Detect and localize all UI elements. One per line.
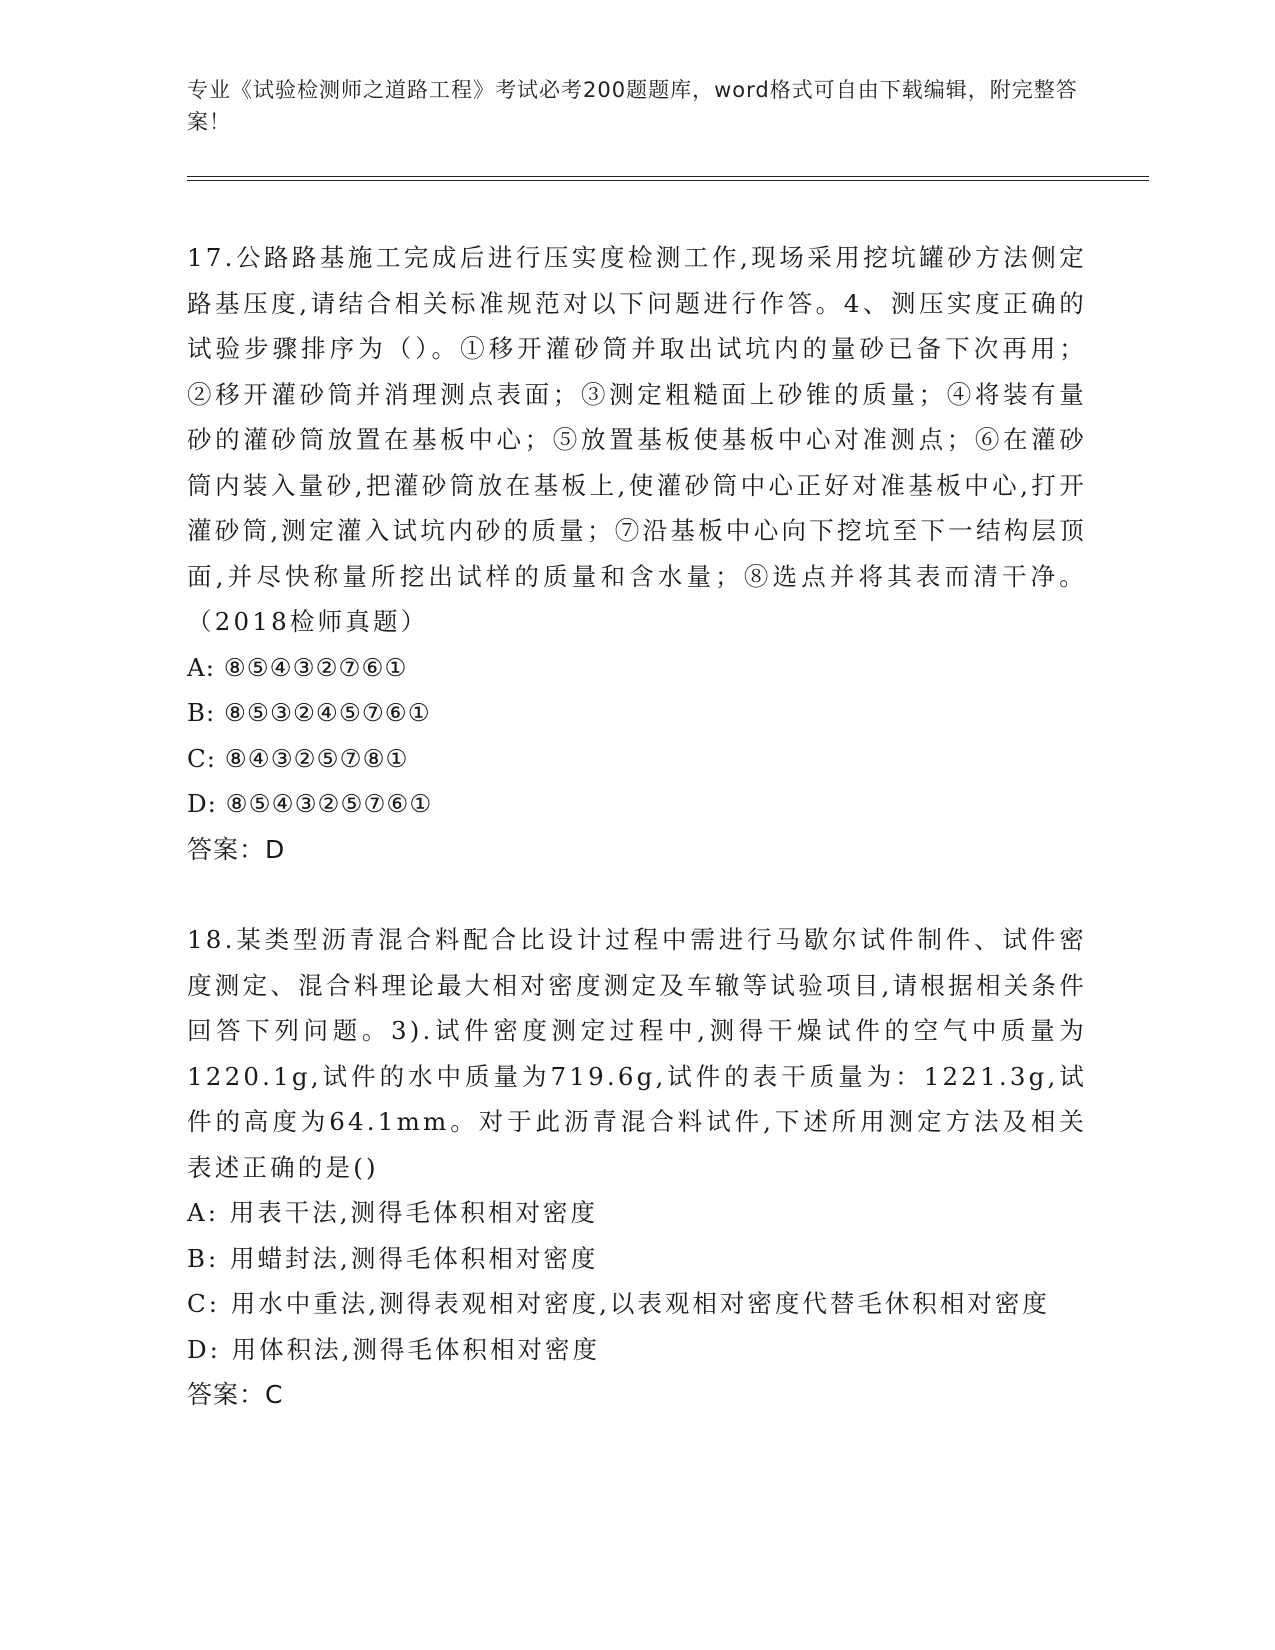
option-b: B: ⑧⑤③②④⑤⑦⑥①: [187, 698, 431, 727]
question-stem: 17.公路路基施工完成后进行压实度检测工作,现场采用挖坑罐砂方法侧定路基压度,请结合相关标准规范对以下问题进行作答。4、测压实度正确的试验步骤排序为（）。①移开灌砂筒并取出试坑内的量砂已备下次再用；②移开灌砂筒并消理测点表面；③测定粗糙面上砂锥的质量；④将装有量砂的灌砂筒放置在基板中心；⑤放置基板使基板中心对准测点；⑥在灌砂筒内装入量砂,把灌砂筒放在基板上,使灌砂筒中心正好对准基板中心,打开灌砂筒,测定灌入试坑内砂的质量；⑦沿基板中心向下挖坑至下一结构层顶面,并尽快称量所挖出试样的质量和含水量；⑧选点并将其表而清干净。（2018检师真题）: [187, 243, 1087, 636]
answer-label: 答案：D: [187, 834, 286, 864]
question-stem: 18.某类型沥青混合料配合比设计过程中需进行马歇尔试件制件、试件密度测定、混合料理论最大相对密度测定及车辙等试验项目,请根据相关条件回答下列问题。3).试件密度测定过程中,测得干燥试件的空气中质量为1220.1g,试件的水中质量为719.6g,试件的表干质量为：1221.3g,试件的高度为64.1mm。对于此沥青混合料试件,下述所用测定方法及相关表述正确的是(): [187, 925, 1087, 1182]
document-header: 专业《试验检测师之道路工程》考试必考200题题库，word格式可自由下载编辑，附完整答案！: [187, 78, 1078, 134]
option-b: B: 用蜡封法,测得毛体积相对密度: [187, 1243, 599, 1273]
question-17: [187, 235, 1087, 872]
header-rule-top: [187, 176, 1149, 177]
option-c: C: ⑧④③②⑤⑦⑧①: [187, 743, 409, 773]
answer-label: 答案：C: [187, 1380, 284, 1409]
header-rule-bottom: [187, 180, 1149, 181]
option-d: D: 用体积法,测得毛体积相对密度: [187, 1334, 600, 1364]
option-a: A: ⑧⑤④③②⑦⑥①: [187, 652, 408, 682]
option-c: C: 用水中重法,测得表观相对密度,以表观相对密度代替毛休积相对密度: [187, 1289, 1050, 1318]
option-a: A: 用表干法,测得毛体积相对密度: [187, 1198, 599, 1227]
option-d: D: ⑧⑤④③②⑤⑦⑥①: [187, 789, 433, 818]
question-18: [187, 917, 1087, 1418]
